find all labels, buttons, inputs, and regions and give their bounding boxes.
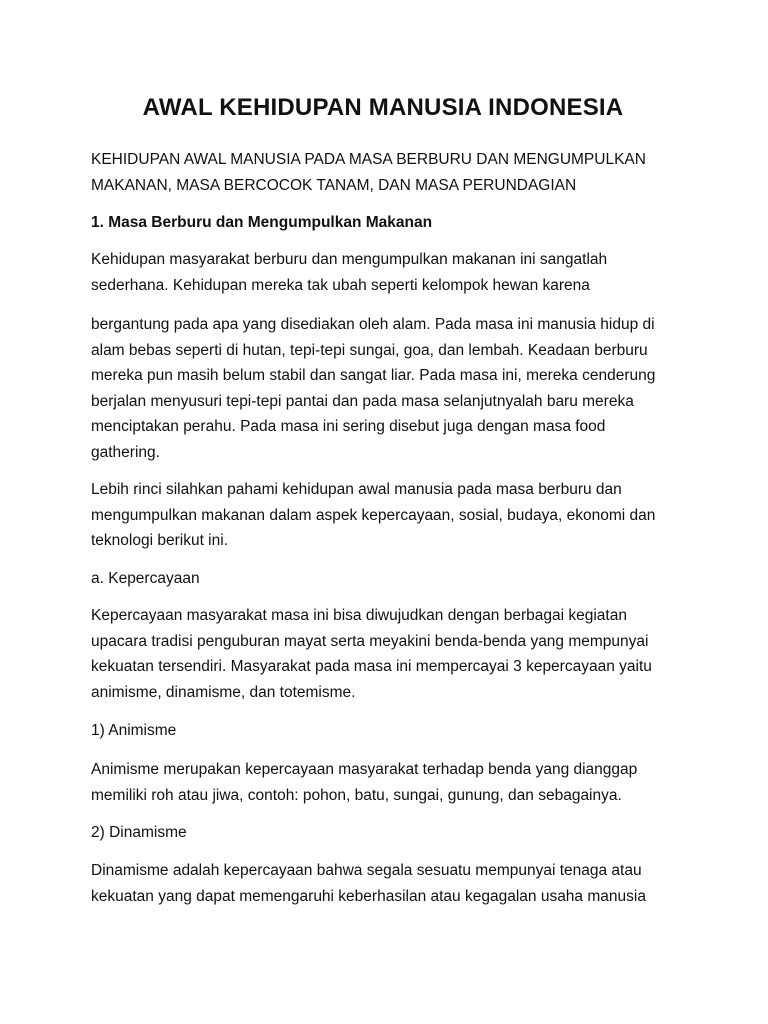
document-title: AWAL KEHIDUPAN MANUSIA INDONESIA (142, 94, 624, 121)
paragraph: Kehidupan masyarakat berburu dan mengumpulkan makanan ini sangatlah sederhana. Kehidupan mereka tak ubah seperti kelompok hewan karena (91, 251, 608, 294)
document-subtitle: KEHIDUPAN AWAL MANUSIA PADA MASA BERBURU DAN MENGUMPULKAN MAKANAN, MASA BERCOCOK TANAM, DAN MASA PERUNDAGIAN (91, 151, 646, 194)
section-heading: 1. Masa Berburu dan Mengumpulkan Makanan (91, 214, 433, 231)
subsection-heading: a. Kepercayaan (91, 570, 200, 587)
paragraph: bergantung pada apa yang disediakan oleh alam. Pada masa ini manusia hidup di alam bebas seperti di hutan, tepi-tepi sungai, goa, dan lembah. Keadaan berburu mereka pun masih belum stabil dan sangat liar. Pada masa ini, mereka cenderung berjalan menyusuri tepi-tepi pantai dan pada masa selanjutnyalah baru mereka menciptakan perahu. Pada masa ini sering disebut juga dengan masa food gathering. (91, 316, 656, 461)
paragraph: Animisme merupakan kepercayaan masyarakat terhadap benda yang dianggap memiliki roh atau jiwa, contoh: pohon, batu, sungai, gunung, dan sebagainya. (91, 761, 638, 804)
paragraph: Kepercayaan masyarakat masa ini bisa diwujudkan dengan berbagai kegiatan upacara tradisi penguburan mayat serta meyakini benda-benda yang mempunyai kekuatan tersendiri. Masyarakat pada masa ini mempercayai 3 kepercayaan yaitu animisme, dinamisme, dan totemisme. (91, 607, 652, 701)
paragraph: Dinamisme adalah kepercayaan bahwa segala sesuatu mempunyai tenaga atau kekuatan yang dapat memengaruhi keberhasilan atau kegagalan usaha manusia (91, 862, 646, 905)
subsection-heading: 2) Dinamisme (91, 824, 187, 841)
paragraph: Lebih rinci silahkan pahami kehidupan awal manusia pada masa berburu dan mengumpulkan makanan dalam aspek kepercayaan, sosial, budaya, ekonomi dan teknologi berikut ini. (91, 481, 656, 549)
subsection-heading: 1) Animisme (91, 722, 177, 739)
